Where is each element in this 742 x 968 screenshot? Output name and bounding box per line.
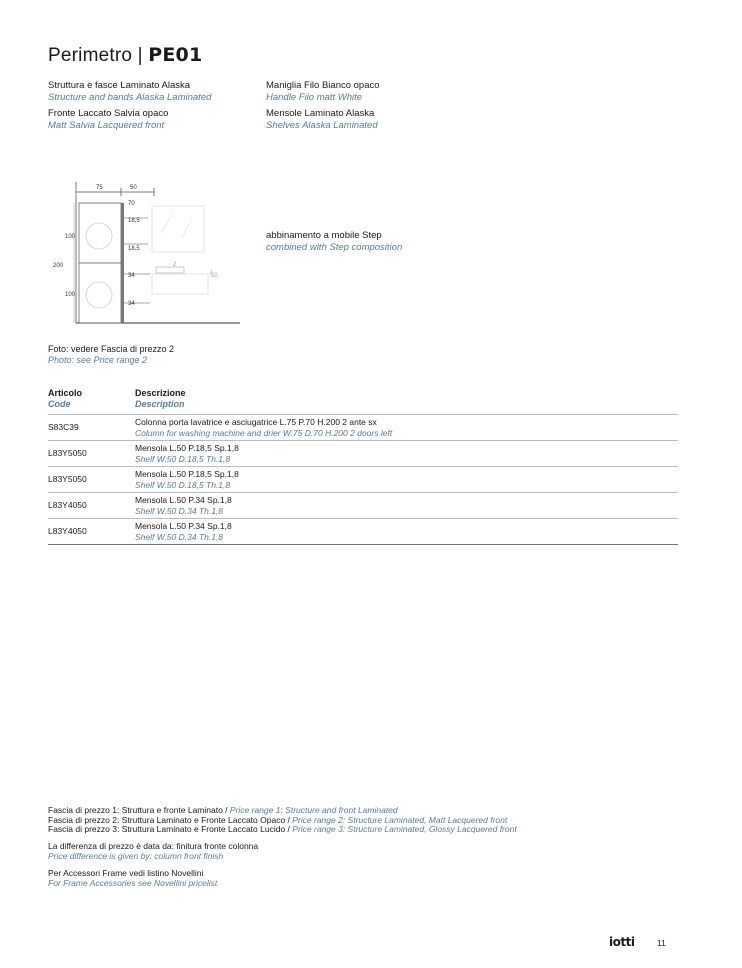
photo-note — [48, 344, 174, 365]
table-row — [48, 519, 678, 545]
dim-18-5-top: 18,5 — [128, 218, 140, 224]
row-code: S83C39 — [48, 415, 135, 441]
cabinet-outline — [152, 274, 208, 294]
table-row — [48, 493, 678, 519]
product-code: PE01 — [148, 44, 203, 66]
header-description-en: Description — [135, 399, 185, 409]
row-description-it: Mensola L.50 P.18,5 Sp.1,8 — [135, 443, 239, 453]
price-difference-note — [48, 842, 258, 861]
row-description-en: Column for washing machine and drier W.75 D.70 H.200 2 doors left — [135, 427, 393, 438]
row-code: L83Y5050 — [48, 441, 135, 467]
table-header-row — [48, 388, 678, 415]
accessories-en: For Frame Accessories see Novellini pricelist — [48, 877, 218, 888]
spec-front-en: Matt Salvia Lacquered front — [48, 120, 165, 131]
row-description — [135, 493, 678, 519]
dim-50-right: 50 — [211, 273, 218, 279]
row-code: L83Y4050 — [48, 493, 135, 519]
price-range-3-en: Price range 3: Structure Laminated, Glossy Lacquered front — [292, 824, 517, 835]
dim-50: 50 — [130, 185, 137, 191]
mirror-outline — [152, 206, 204, 252]
header-code-en: Code — [48, 399, 71, 409]
articles-table — [48, 388, 678, 545]
dim-34-top: 34 — [128, 273, 135, 279]
combination-note — [266, 230, 402, 254]
dim-34-bottom: 34 — [128, 301, 135, 307]
price-range-2-it: Fascia di prezzo 2: Struttura Laminato e Fronte Laccato Opaco / — [48, 814, 293, 825]
table-row — [48, 441, 678, 467]
price-range-3 — [48, 825, 517, 835]
header-code — [48, 388, 135, 415]
column-side — [121, 203, 124, 323]
spec-handle-en: Handle Filo matt White — [266, 92, 363, 103]
row-description-en: Shelf W.50 D.18,5 Th.1,8 — [135, 453, 231, 464]
spec-front-it: Fronte Laccato Salvia opaco — [48, 108, 169, 119]
spec-structure-en: Structure and bands Alaska Laminated — [48, 92, 212, 103]
dim-200: 200 — [53, 263, 64, 269]
row-description — [135, 467, 678, 493]
photo-note-it: Foto: vedere Fascia di prezzo 2 — [48, 344, 175, 354]
photo-note-en: Photo: see Price range 2 — [48, 354, 148, 365]
row-code: L83Y4050 — [48, 519, 135, 545]
row-description-it: Mensola L.50 P.18,5 Sp.1,8 — [135, 469, 239, 479]
dim-100-top: 100 — [65, 234, 76, 240]
drier-circle — [86, 282, 112, 308]
spec-structure-it: Struttura e fasce Laminato Alaska — [48, 80, 191, 91]
header-code-it: Articolo — [48, 388, 83, 398]
spec-shelves-en: Shelves Alaska Laminated — [266, 120, 378, 131]
dim-75: 75 — [96, 185, 103, 191]
row-description-it: Mensola L.50 P.34 Sp.1,8 — [135, 521, 232, 531]
accessories-note — [48, 869, 217, 888]
spec-front — [48, 108, 258, 132]
title-prefix: Perimetro | — [48, 45, 149, 66]
dim-100-bottom: 100 — [65, 292, 76, 298]
spec-handle — [266, 80, 476, 104]
washer-circle — [86, 223, 112, 249]
table-row — [48, 467, 678, 493]
row-description — [135, 441, 678, 467]
spec-structure — [48, 80, 258, 104]
row-code: L83Y5050 — [48, 467, 135, 493]
dim-18-5-bottom: 18,5 — [128, 246, 140, 252]
header-description-it: Descrizione — [135, 388, 186, 398]
header-description — [135, 388, 678, 415]
spec-shelves — [266, 108, 476, 132]
price-range-1-it: Fascia di prezzo 1: Struttura e fronte Laminato / — [48, 805, 230, 815]
row-description-it: Mensola L.50 P.34 Sp.1,8 — [135, 495, 232, 505]
table-row — [48, 415, 678, 441]
price-range-1-en: Price range 1: Structure and front Laminated — [229, 805, 398, 815]
dim-70: 70 — [128, 201, 135, 207]
price-difference-it: La differenza di prezzo è data da: finitura fronte colonna — [48, 841, 259, 851]
price-range-notes — [48, 806, 517, 835]
dim-2: 2 — [173, 262, 177, 268]
page-number: 11 — [657, 938, 666, 948]
row-description-en: Shelf W.50 D.34 Th.1,8 — [135, 505, 224, 516]
price-range-3-it: Fascia di prezzo 3: Struttura Laminato e Fronte Laccato Lucido / — [48, 824, 293, 835]
price-difference-en: Price difference is given by: column front finish — [48, 850, 224, 861]
technical-drawing — [44, 178, 244, 328]
spec-shelves-it: Mensole Laminato Alaska — [266, 108, 375, 119]
row-description — [135, 415, 678, 441]
row-description-en: Shelf W.50 D.18,5 Th.1,8 — [135, 479, 231, 490]
brand-logo: iotti — [609, 935, 635, 949]
row-description-en: Shelf W.50 D.34 Th.1,8 — [135, 531, 224, 542]
accessories-it: Per Accessori Frame vedi listino Novellini — [48, 868, 204, 878]
basin-outline — [156, 267, 184, 273]
page-title — [48, 44, 202, 67]
spec-handle-it: Maniglia Filo Bianco opaco — [266, 80, 380, 91]
combination-en: combined with Step composition — [266, 242, 403, 253]
combination-it: abbinamento a mobile Step — [266, 230, 382, 241]
price-range-2-en: Price range 2: Structure Laminated, Matt Lacquered front — [292, 814, 508, 825]
row-description — [135, 519, 678, 545]
row-description-it: Colonna porta lavatrice e asciugatrice L.75 P.70 H.200 2 ante sx — [135, 417, 377, 427]
